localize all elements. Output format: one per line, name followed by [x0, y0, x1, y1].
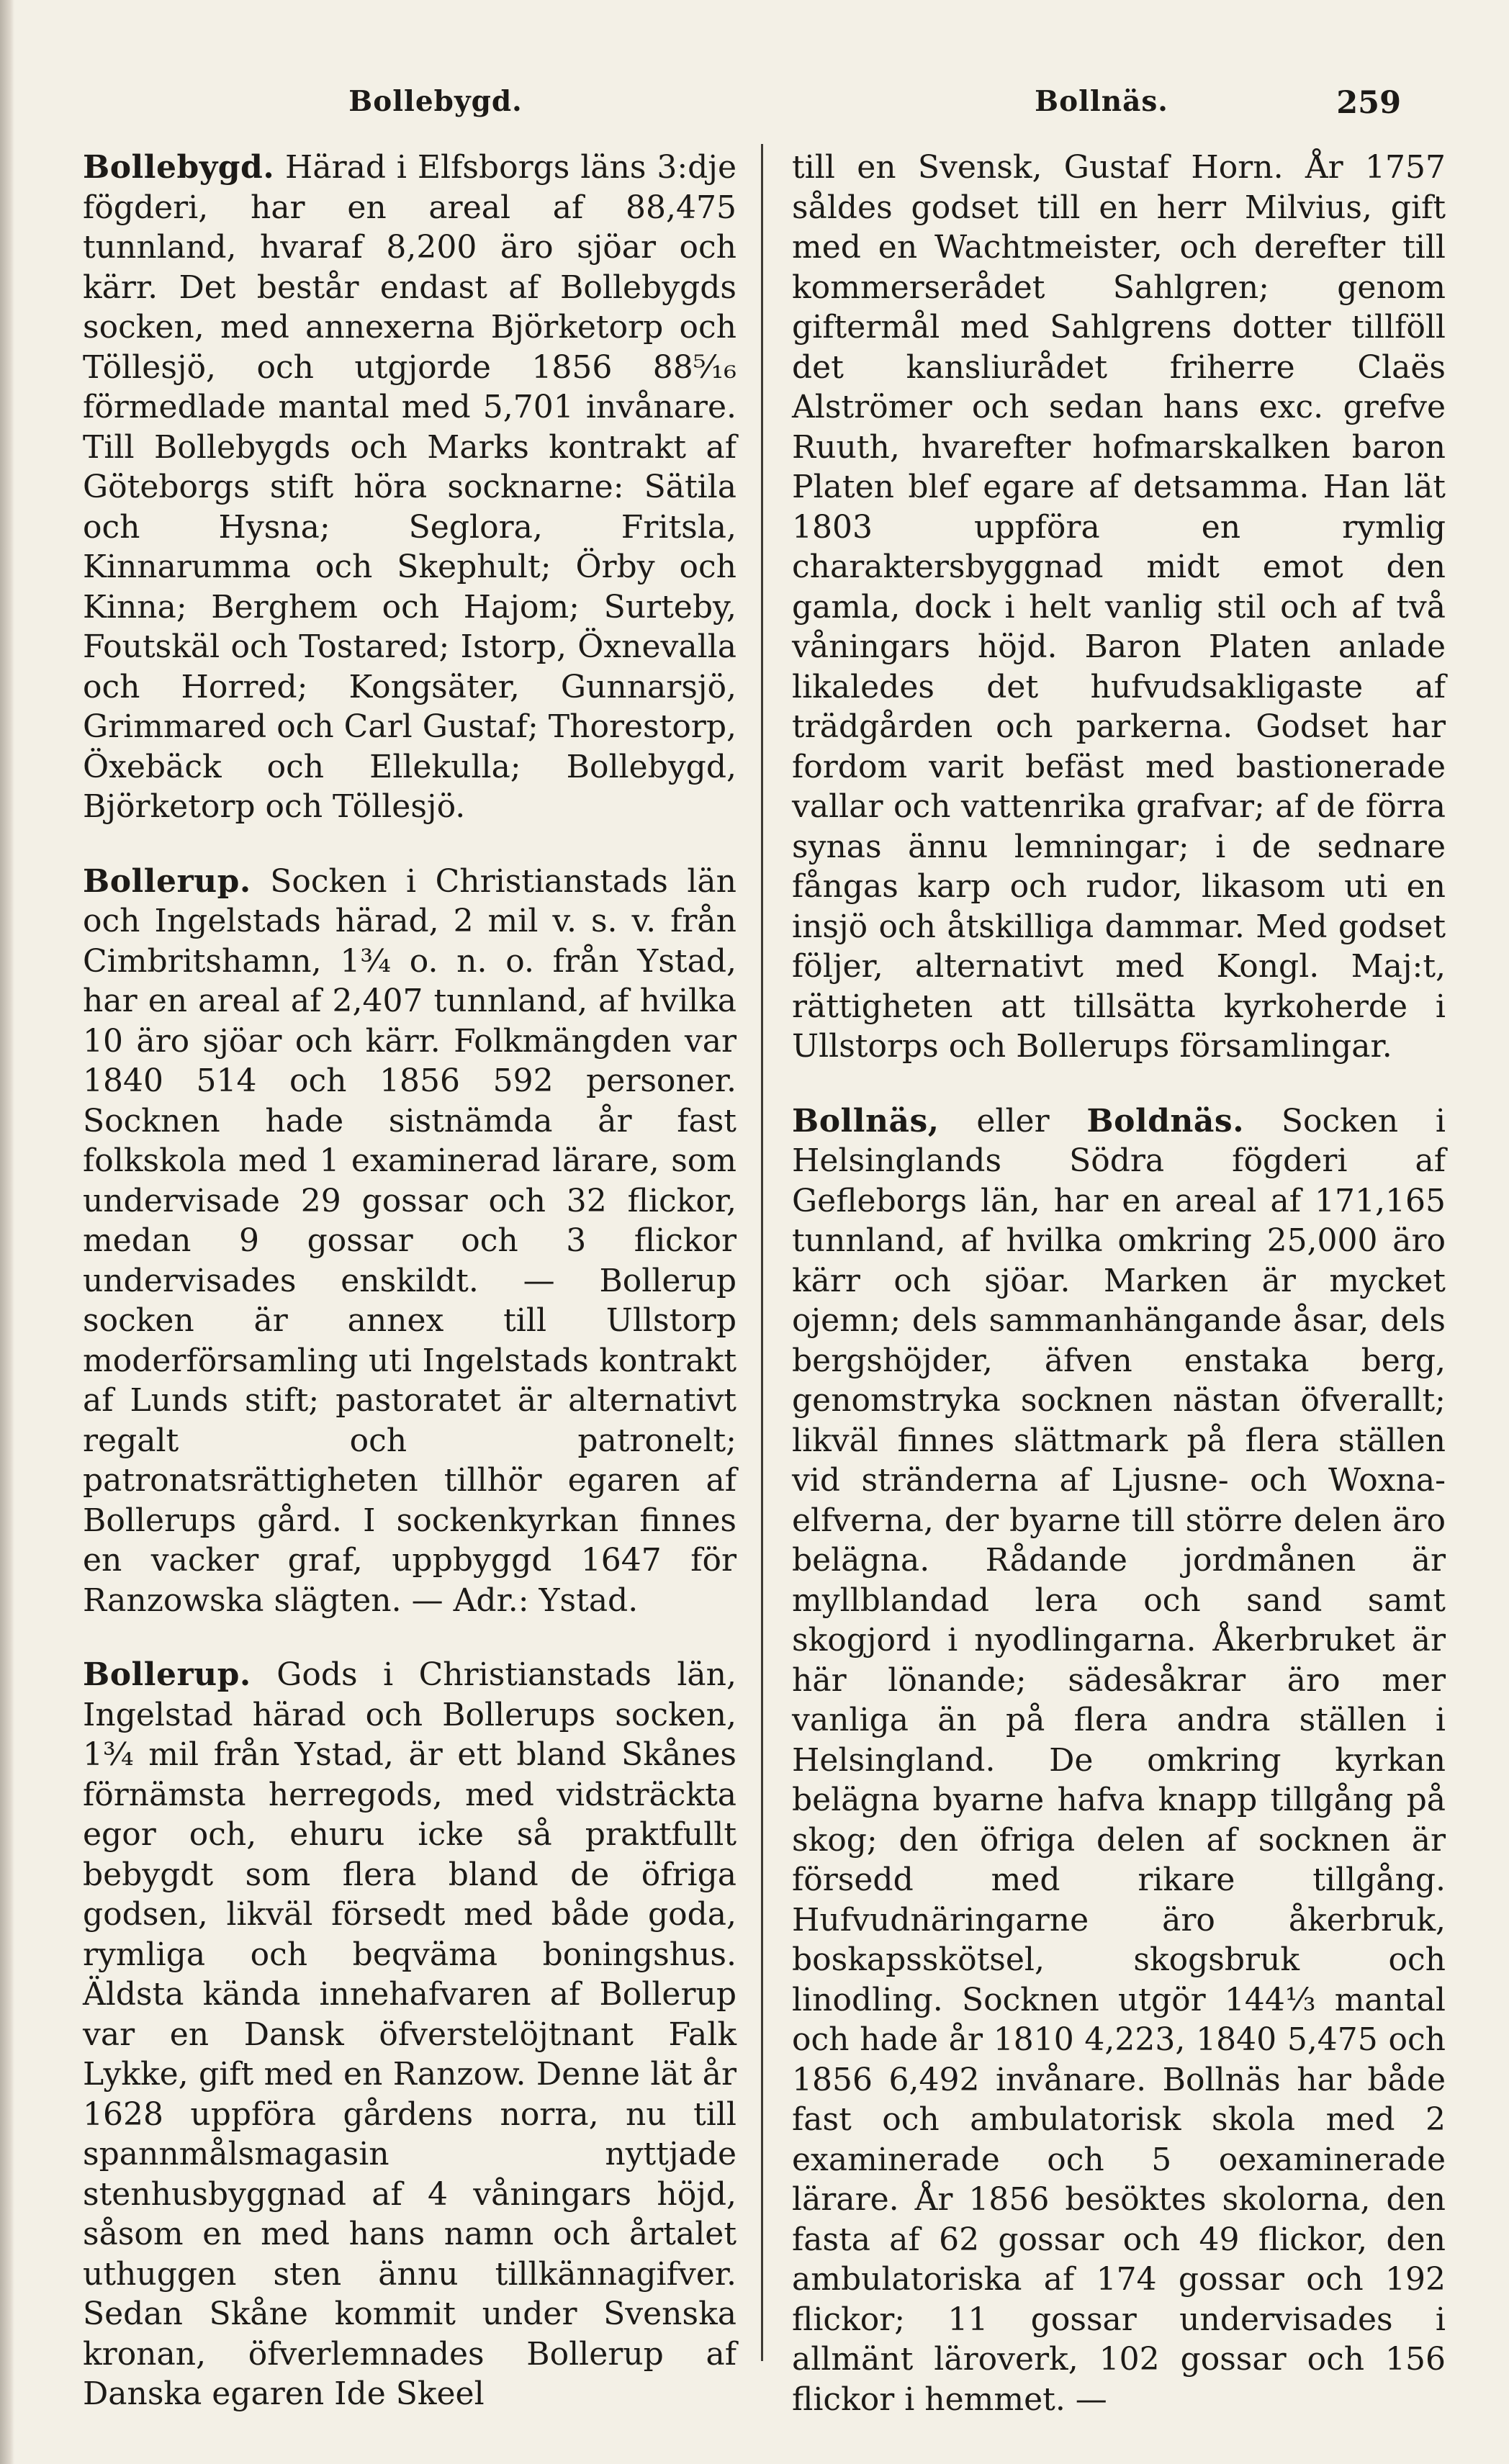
- entry-bollerup-gods: [83, 1655, 737, 2414]
- running-head-left: Bollebygd.: [348, 85, 523, 118]
- left-column: [83, 148, 737, 2414]
- entry-bollerup-continuation: [792, 148, 1446, 1067]
- entry-gap: [792, 1067, 1446, 1101]
- entry-text: till en Svensk, Gustaf Horn. År 1757 såldes godset till en herr Milvius, gift med en Wachtmeister, och derefter till kommerserådet Sahlgren; genom giftermål med Sahlgrens dotter tillföll det kansliurådet friherre Claës Alströmer och sedan hans exc. grefve Ruuth, hvarefter hofmarskalken baron Platen blef egare af detsamma. Han lät 1803 uppföra en rymlig charaktersbyggnad midt emot den gamla, dock i helt vanlig stil och af två våningars höjd. Baron Platen anlade likaledes det hufvudsakligaste af trädgården och parkerna. Godset har fordom varit befäst med bastionerade vallar och vattenrika grafvar; af de förra synas ännu lemningar; i de sednare fångas karp och rudor, likasom uti en insjö och åtskilliga dammar. Med godset följer, alternativt med Kongl. Maj:t, rättigheten att tillsätta kyrkoherde i Ullstorps och Bollerups församlingar.: [792, 149, 1446, 1065]
- entry-headword: Bollerup.: [83, 1656, 251, 1693]
- entry-text: Gods i Christianstads län, Ingelstad härad och Bollerups socken, 1¾ mil från Ystad, är ett bland Skånes förnämsta herregods, med vidsträckta egor och, ehuru icke så praktfullt bebygdt som flera bland de öfriga godsen, likväl försedt med både goda, rymliga och beqväma boningshus. Äldsta kända innehafvaren af Bollerup var en Dansk öfverstelöjtnant Falk Lykke, gift med en Ranzow. Denne lät år 1628 uppföra gårdens norra, nu till spannmålsmagasin nyttjade stenhusbyggnad af 4 våningars höjd, såsom en med hans namn och årtalet uthuggen sten ännu tillkännagifver. Sedan Skåne kommit under Svenska kronan, öfverlemnades Bollerup af Danska egaren Ide Skeel: [83, 1656, 737, 2412]
- page-gutter-shadow: [0, 0, 14, 2464]
- entry-headword: Bollebygd.: [83, 149, 275, 186]
- entry-bollnas: [792, 1101, 1446, 2420]
- entry-headword-connector: eller: [939, 1102, 1087, 1140]
- entry-headword: Bollerup.: [83, 862, 251, 900]
- entry-gap: [83, 1620, 737, 1655]
- entry-text: Härad i Elfsborgs läns 3:dje fögderi, har en areal af 88,475 tunnland, hvaraf 8,200 äro sjöar och kärr. Det består endast af Bollebygds socken, med annexerna Björketorp och Töllesjö, och utgjorde 1856 88⁵⁄₁₆ förmedlade mantal med 5,701 invånare. Till Bollebygds och Marks kontrakt af Göteborgs stift höra socknarne: Sätila och Hysna; Seglora, Fritsla, Kinnarumma och Skephult; Örby och Kinna; Berghem och Hajom; Surteby, Foutskäl och Tostared; Istorp, Öxnevalla och Horred; Kongsäter, Gunnarsjö, Grimmared och Carl Gustaf; Thorestorp, Öxebäck och Ellekulla; Bollebygd, Björketorp och Töllesjö.: [83, 149, 737, 825]
- column-divider: [761, 144, 763, 2361]
- entry-headword: Bollnäs,: [792, 1102, 940, 1140]
- entry-text: Socken i Helsinglands Södra fögderi af Gefleborgs län, har en areal af 171,165 tunnland, af hvilka omkring 25,000 äro kärr och sjöar. Marken är mycket ojemn; dels sammanhängande åsar, dels bergshöjder, äfven enstaka berg, genomstryka socknen nästan öfverallt; likväl finnes slättmark på flera ställen vid stränderna af Ljusne- och Woxna-elfverna, der byarne till större delen äro belägna. Rådande jordmånen är myllblandad lera och sand samt skogjord i nyodlingarna. Åkerbruket är här lönande; sädesåkrar äro mer vanliga än på flera andra ställen i Helsingland. De omkring kyrkan belägna byarne hafva knapp tillgång på skog; den öfriga delen af socknen är försedd med rikare tillgång. Hufvudnäringarne äro åkerbruk, boskapsskötsel, skogsbruk och linodling. Socknen utgör 144⅓ mantal och hade år 1810 4,223, 1840 5,475 och 1856 6,492 invånare. Bollnäs har både fast och ambulatorisk skola med 2 examinerade och 5 oexaminerade lärare. År 1856 besöktes skolorna, den fasta af 62 gossar och 49 flickor, den ambulatoriska af 174 gossar och 192 flickor; 11 gossar undervisades i allmänt läroverk, 102 gossar och 156 flickor i hemmet. —: [792, 1102, 1446, 2418]
- running-head-right: Bollnäs.: [1035, 85, 1168, 118]
- entry-bollerup-socken: [83, 862, 737, 1621]
- entry-headword-alternate: Boldnäs.: [1086, 1102, 1245, 1140]
- entry-gap: [83, 827, 737, 862]
- entry-text: Socken i Christianstads län och Ingelstads härad, 2 mil v. s. v. från Cimbritshamn, 1¾ o. n. o. från Ystad, har en areal af 2,407 tunnland, af hvilka 10 äro sjöar och kärr. Folkmängden var 1840 514 och 1856 592 personer. Socknen hade sistnämda år fast folkskola med 1 examinerad lärare, som undervisade 29 gossar och 32 flickor, medan 9 gossar och 3 flickor undervisades enskildt. — Bollerup socken är annex till Ullstorp moderförsamling uti Ingelstads kontrakt af Lunds stift; pastoratet är alternativt regalt och patronelt; patronatsrättigheten tillhör egaren af Bollerups gård. I sockenkyrkan finnes en vacker graf, uppbyggd 1647 för Ranzowska slägten. — Adr.: Ystad.: [83, 862, 737, 1619]
- entry-bollebygd: [83, 148, 737, 827]
- right-column: [792, 148, 1446, 2419]
- page-number: 259: [1336, 85, 1401, 121]
